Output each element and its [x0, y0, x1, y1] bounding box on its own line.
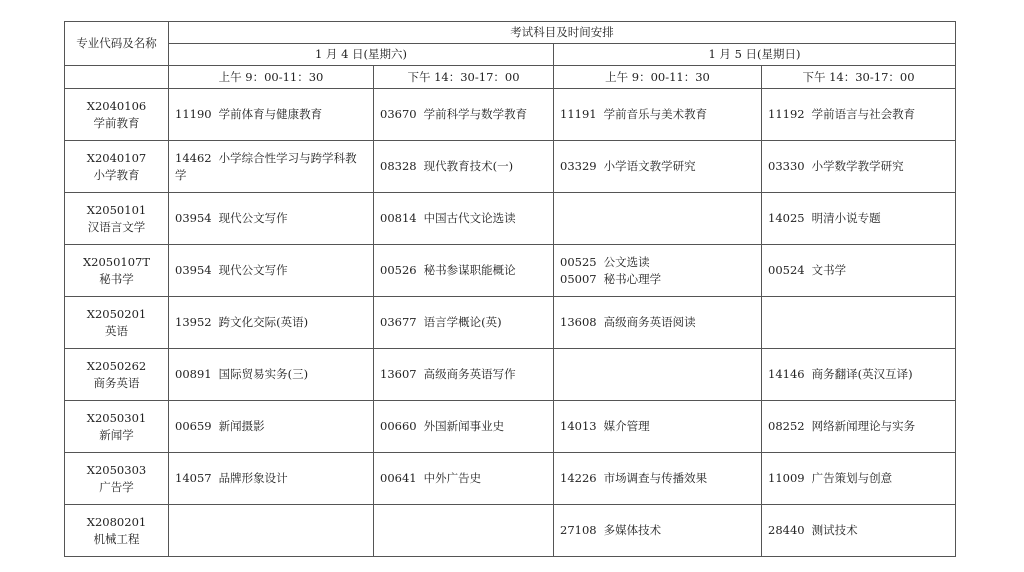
- course-title: 现代公文写作: [218, 263, 288, 277]
- major-code: X2050262: [86, 358, 147, 373]
- course-code: 13608: [560, 315, 597, 329]
- course-entry: [380, 106, 547, 123]
- course-entry: [175, 314, 367, 331]
- table-row: [65, 141, 956, 193]
- major-cell: [65, 89, 169, 141]
- course-entry: [560, 314, 755, 331]
- course-cell: [374, 89, 554, 141]
- table-row: [65, 401, 956, 453]
- course-code: 00524: [768, 263, 805, 277]
- table-row: [65, 349, 956, 401]
- major-cell: [65, 349, 169, 401]
- course-code: 03677: [380, 315, 417, 329]
- course-cell: [554, 505, 762, 557]
- course-cell: [554, 245, 762, 297]
- course-title: 国际贸易实务(三): [218, 367, 309, 381]
- major-code: X2040106: [86, 98, 147, 113]
- course-entry: [768, 470, 949, 487]
- course-entry: [560, 106, 755, 123]
- major-name: 秘书学: [99, 271, 134, 286]
- course-code: 27108: [560, 523, 597, 537]
- session-header: 上午 9：00-11：30: [554, 66, 762, 89]
- header-row-sessions: [65, 66, 956, 89]
- header-row-days: [65, 44, 956, 66]
- major-name: 广告学: [99, 479, 134, 494]
- course-entry: [560, 271, 755, 288]
- course-code: 14025: [768, 211, 805, 225]
- course-cell: [169, 349, 374, 401]
- course-code: 13952: [175, 315, 212, 329]
- course-code: 28440: [768, 523, 805, 537]
- course-cell: [762, 505, 956, 557]
- course-cell: [374, 349, 554, 401]
- course-title: 学前音乐与美术教育: [603, 107, 708, 121]
- course-title: 现代公文写作: [218, 211, 288, 225]
- course-entry: [768, 418, 949, 435]
- course-entry: [175, 106, 367, 123]
- course-title: 明清小说专题: [811, 211, 881, 225]
- course-entry: [175, 262, 367, 279]
- course-entry: [768, 262, 949, 279]
- course-code: 14057: [175, 471, 212, 485]
- course-cell: [169, 401, 374, 453]
- course-code: 14013: [560, 419, 597, 433]
- course-title: 小学数学教学研究: [811, 159, 904, 173]
- course-title: 语言学概论(英): [423, 315, 502, 329]
- course-cell: [169, 193, 374, 245]
- course-entry: [560, 522, 755, 539]
- course-cell: [554, 193, 762, 245]
- course-title: 中外广告史: [423, 471, 482, 485]
- course-cell: [554, 297, 762, 349]
- course-cell: [374, 141, 554, 193]
- major-name: 学前教育: [93, 115, 140, 130]
- major-cell: [65, 297, 169, 349]
- course-entry: [380, 314, 547, 331]
- course-title: 公文选读: [603, 254, 650, 269]
- day-header: 1 月 4 日(星期六): [169, 44, 554, 66]
- major-name: 英语: [105, 323, 128, 338]
- course-entry: [768, 522, 949, 539]
- course-code: 00891: [175, 367, 212, 381]
- course-entry: [380, 262, 547, 279]
- course-title: 学前语言与社会教育: [811, 107, 916, 121]
- course-code: 00641: [380, 471, 417, 485]
- course-title: 高级商务英语阅读: [603, 315, 696, 329]
- course-title: 高级商务英语写作: [423, 367, 516, 381]
- course-cell: [554, 141, 762, 193]
- course-cell: [554, 401, 762, 453]
- corner-header: 专业代码及名称: [65, 22, 169, 66]
- course-entry: [175, 150, 367, 184]
- major-cell: [65, 401, 169, 453]
- course-cell: [762, 297, 956, 349]
- course-code: 03954: [175, 211, 212, 225]
- course-entry: [768, 106, 949, 123]
- major-name: 汉语言文学: [87, 219, 146, 234]
- exam-schedule-table: [64, 21, 956, 557]
- course-cell: [762, 349, 956, 401]
- major-code: X2050107T: [82, 254, 151, 269]
- course-title: 品牌形象设计: [218, 471, 288, 485]
- course-code: 03670: [380, 107, 417, 121]
- course-cell: [169, 141, 374, 193]
- course-cell: [374, 401, 554, 453]
- course-title: 市场调查与传播效果: [603, 471, 708, 485]
- course-title: 商务翻译(英汉互译): [811, 367, 913, 381]
- course-code: 08252: [768, 419, 805, 433]
- course-cell: [762, 141, 956, 193]
- course-entry: [560, 418, 755, 435]
- course-title: 测试技术: [811, 523, 858, 537]
- course-code: 13607: [380, 367, 417, 381]
- course-title: 网络新闻理论与实务: [811, 419, 916, 433]
- course-code: 08328: [380, 159, 417, 173]
- course-code: 00660: [380, 419, 417, 433]
- major-cell: [65, 193, 169, 245]
- course-entry: [175, 470, 367, 487]
- course-cell: [169, 453, 374, 505]
- course-cell: [169, 505, 374, 557]
- major-cell: [65, 245, 169, 297]
- major-code: X2050303: [86, 462, 147, 477]
- course-cell: [169, 89, 374, 141]
- course-cell: [374, 297, 554, 349]
- course-cell: [374, 245, 554, 297]
- course-title: 媒介管理: [603, 419, 650, 433]
- course-entry: [175, 418, 367, 435]
- major-code: X2040107: [86, 150, 147, 165]
- course-cell: [762, 453, 956, 505]
- major-cell: [65, 141, 169, 193]
- course-cell: [554, 349, 762, 401]
- course-code: 11190: [175, 107, 212, 121]
- course-title: 秘书心理学: [603, 271, 662, 286]
- course-entry: [560, 158, 755, 175]
- session-header: 下午 14：30-17：00: [762, 66, 956, 89]
- course-cell: [374, 453, 554, 505]
- course-code: 00525: [560, 254, 597, 269]
- course-code: 03330: [768, 159, 805, 173]
- course-code: 14226: [560, 471, 597, 485]
- course-code: 14462: [175, 150, 212, 165]
- course-code: 00659: [175, 419, 212, 433]
- course-code: 11191: [560, 107, 597, 121]
- course-title: 文书学: [811, 263, 847, 277]
- course-code: 11192: [768, 107, 805, 121]
- course-title: 新闻摄影: [218, 419, 265, 433]
- course-title: 跨文化交际(英语): [218, 315, 309, 329]
- course-entry: [175, 210, 367, 227]
- course-entry: [560, 470, 755, 487]
- course-code: 03329: [560, 159, 597, 173]
- course-title: 多媒体技术: [603, 523, 662, 537]
- course-title: 广告策划与创意: [811, 471, 893, 485]
- course-code: 05007: [560, 271, 597, 286]
- course-cell: [762, 245, 956, 297]
- course-cell: [762, 401, 956, 453]
- course-title: 小学语文教学研究: [603, 159, 696, 173]
- course-cell: [374, 193, 554, 245]
- major-code: X2050301: [86, 410, 147, 425]
- course-cell: [762, 193, 956, 245]
- course-code: 00526: [380, 263, 417, 277]
- major-name: 机械工程: [93, 531, 140, 546]
- course-cell: [169, 245, 374, 297]
- course-title: 外国新闻事业史: [423, 419, 505, 433]
- major-name: 商务英语: [93, 375, 140, 390]
- header-blank: [65, 66, 169, 89]
- course-title: 小学综合性学习与跨学科教学: [175, 150, 357, 182]
- course-entry: [380, 470, 547, 487]
- major-name: 新闻学: [99, 427, 134, 442]
- major-cell: [65, 453, 169, 505]
- table-row: [65, 89, 956, 141]
- course-title: 学前体育与健康教育: [218, 107, 323, 121]
- course-entry: [768, 158, 949, 175]
- major-code: X2080201: [86, 514, 147, 529]
- course-code: 11009: [768, 471, 805, 485]
- schedule-title: 考试科目及时间安排: [169, 22, 956, 44]
- course-entry: [380, 210, 547, 227]
- course-entry: [768, 366, 949, 383]
- course-code: 03954: [175, 263, 212, 277]
- course-code: 00814: [380, 211, 417, 225]
- course-title: 秘书参谋职能概论: [423, 263, 516, 277]
- course-code: 14146: [768, 367, 805, 381]
- course-entry: [380, 158, 547, 175]
- course-entry: [560, 254, 755, 271]
- header-row-title: [65, 22, 956, 44]
- course-title: 现代教育技术(一): [423, 159, 514, 173]
- course-cell: [374, 505, 554, 557]
- session-header: 上午 9：00-11：30: [169, 66, 374, 89]
- table-row: [65, 297, 956, 349]
- major-cell: [65, 505, 169, 557]
- course-entry: [380, 366, 547, 383]
- course-cell: [554, 453, 762, 505]
- course-cell: [554, 89, 762, 141]
- table-row: [65, 505, 956, 557]
- course-title: 中国古代文论选读: [423, 211, 516, 225]
- day-header: 1 月 5 日(星期日): [554, 44, 956, 66]
- table-row: [65, 453, 956, 505]
- major-code: X2050201: [86, 306, 147, 321]
- course-cell: [169, 297, 374, 349]
- course-cell: [762, 89, 956, 141]
- course-entry: [380, 418, 547, 435]
- course-title: 学前科学与数学教育: [423, 107, 528, 121]
- course-entry: [175, 366, 367, 383]
- major-code: X2050101: [86, 202, 147, 217]
- table-row: [65, 193, 956, 245]
- table-row: [65, 245, 956, 297]
- course-entry: [768, 210, 949, 227]
- session-header: 下午 14：30-17：00: [374, 66, 554, 89]
- major-name: 小学教育: [93, 167, 140, 182]
